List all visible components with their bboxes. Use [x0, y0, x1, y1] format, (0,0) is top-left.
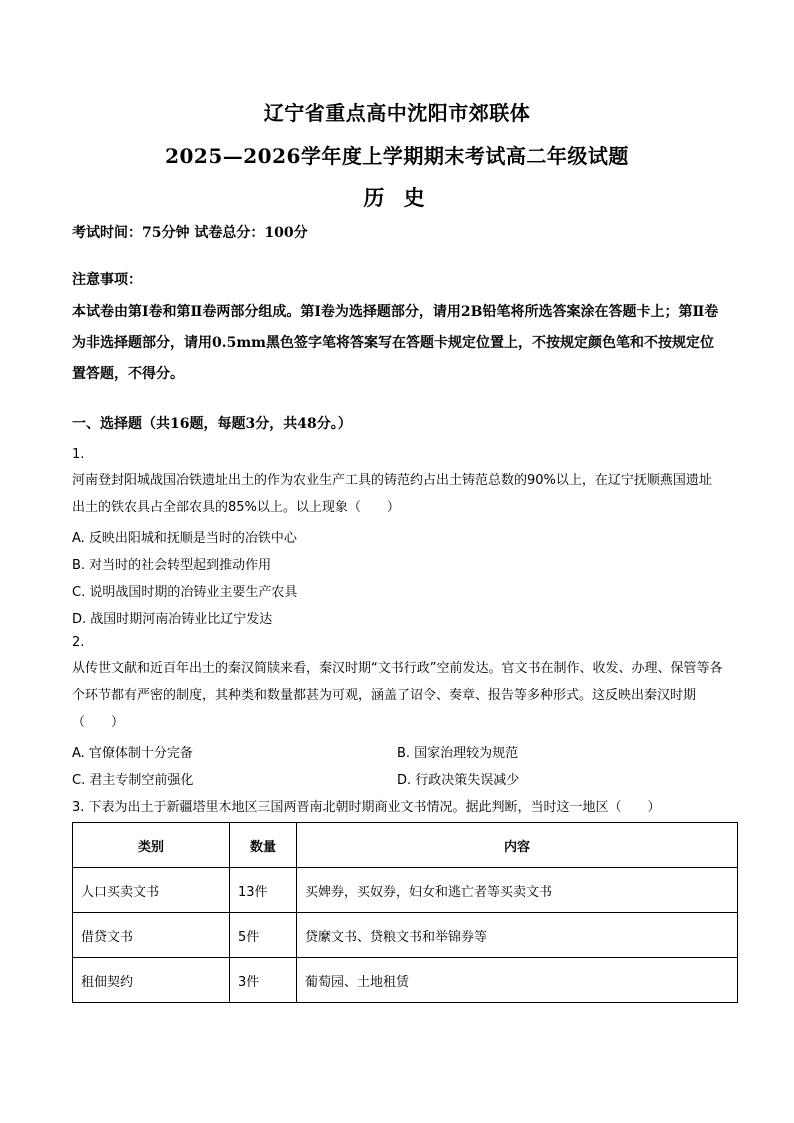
table-row [73, 958, 738, 1003]
question-option: D. 战国时期河南冶铸业比辽宁发达 [72, 612, 273, 627]
question-option: B. 对当时的社会转型起到推动作用 [72, 558, 272, 573]
notice-body: 本试卷由第Ⅰ卷和第Ⅱ卷两部分组成。第Ⅰ卷为选择题部分，请用2B铅笔将所选答案涂在答题卡上；第Ⅱ卷为非选择题部分，请用0.5mm黑色签字笔将答案写在答题卡规定位置上，不按规定颜色笔和不按规定位置答题，不得分。 [72, 304, 719, 382]
table-header-cell: 类别 [73, 823, 230, 868]
table-cell: 租佃契约 [73, 958, 230, 1003]
table-cell: 5件 [230, 913, 297, 958]
question-stem: 河南登封阳城战国冶铁遗址出土的作为农业生产工具的铸范约占出土铸范总数的90%以上，在辽宁抚顺燕国遗址出土的铁农具占全部农具的85%以上。以上现象（ ） [72, 473, 712, 515]
question-option: C. 说明战国时期的冶铸业主要生产农具 [72, 585, 298, 600]
question-stem: 3. 下表为出土于新疆塔里木地区三国两晋南北朝时期商业文书情况。据此判断，当时这一地区（ ） [72, 800, 661, 815]
table-header-row [73, 823, 738, 868]
commerce-documents-table [72, 822, 738, 1003]
exam-title-line2: 2025—2026学年度上学期期末考试高二年级试题 [165, 144, 629, 168]
table-cell: 13件 [230, 868, 297, 913]
table-header-cell: 内容 [297, 823, 738, 868]
table-cell: 3件 [230, 958, 297, 1003]
question-number: 2. [72, 635, 85, 650]
table-cell: 人口买卖文书 [73, 868, 230, 913]
table-header-cell: 数量 [230, 823, 297, 868]
table-row [73, 868, 738, 913]
table-cell: 贷縻文书、贷粮文书和举锦券等 [297, 913, 738, 958]
question-option: C. 君主专制空前强化 [72, 773, 194, 788]
exam-info: 考试时间：75分钟 试卷总分：100分 [72, 225, 308, 241]
section-heading: 一、选择题（共16题，每题3分，共48分。） [72, 416, 352, 432]
question-option: D. 行政决策失误减少 [397, 773, 520, 788]
question-number: 1. [72, 447, 85, 462]
table-cell: 借贷文书 [73, 913, 230, 958]
question-option: B. 国家治理较为规范 [397, 746, 519, 761]
subject-title: 历 史 [363, 185, 431, 210]
question-option: A. 反映出阳城和抚顺是当时的冶铁中心 [72, 531, 297, 546]
question-stem: 从传世文献和近百年出土的秦汉简牍来看，秦汉时期“文书行政”空前发达。官文书在制作、收发、办理、保管等各个环节都有严密的制度，其种类和数量都甚为可观，涵盖了诏令、奏章、报告等多种形式。这反映出秦汉时期（ ） [72, 661, 723, 730]
table-row [73, 913, 738, 958]
notice-heading: 注意事项： [72, 272, 142, 288]
table-cell: 葡萄园、土地租赁 [297, 958, 738, 1003]
question-option: A. 官僚体制十分完备 [72, 746, 193, 761]
table-cell: 买婢券，买奴券，妇女和逃亡者等买卖文书 [297, 868, 738, 913]
exam-title-line1: 辽宁省重点高中沈阳市郊联体 [263, 101, 531, 125]
